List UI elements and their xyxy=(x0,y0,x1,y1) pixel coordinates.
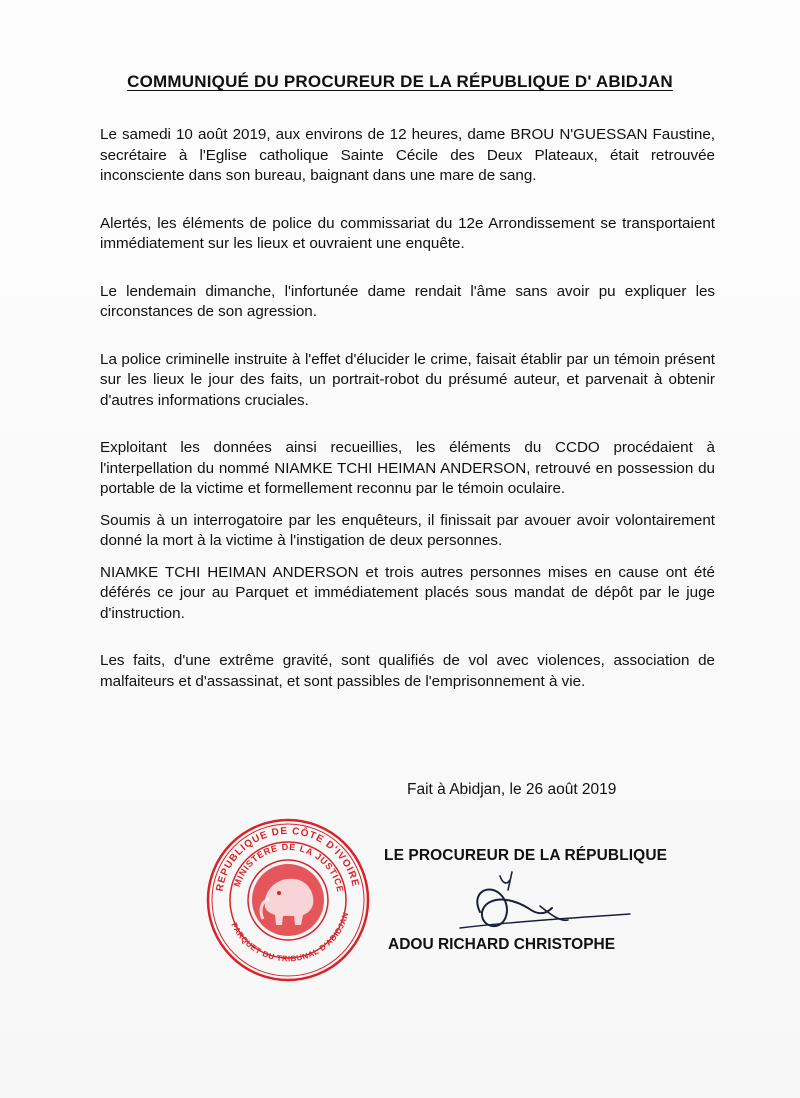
document-body xyxy=(100,125,715,692)
handwritten-signature xyxy=(440,862,640,942)
seal-inner-text: MINISTÈRE DE LA JUSTICE xyxy=(231,841,346,894)
paragraph-4: La police criminelle instruite à l'effet d'élucider le crime, faisait établir par un témoin présent sur les lieux le jour des faits, un portrait-robot du présumé auteur, et parvenait à obtenir d'autres informations cruciales. xyxy=(100,350,715,409)
document-title: COMMUNIQUÉ DU PROCUREUR DE LA RÉPUBLIQUE D' ABIDJAN xyxy=(127,72,673,91)
paragraph-7: NIAMKE TCHI HEIMAN ANDERSON et trois autres personnes mises en cause ont été déférés ce jour au Parquet et immédiatement placés sous mandat de dépôt par le juge d'instruction. xyxy=(100,563,715,622)
date-line: Fait à Abidjan, le 26 août 2019 xyxy=(407,781,617,798)
seal-outer-text: REPUBLIQUE DE CÔTE D'IVOIRE xyxy=(214,825,361,893)
official-seal-stamp xyxy=(203,815,373,985)
signatory-name: ADOU RICHARD CHRISTOPHE xyxy=(388,936,616,953)
paragraph-2: Alertés, les éléments de police du commissariat du 12e Arrondissement se transportaient immédiatement sur les lieux et ouvraient une enquête. xyxy=(100,214,715,252)
signatory-title: LE PROCUREUR DE LA RÉPUBLIQUE xyxy=(384,847,668,864)
paragraph-6: Soumis à un interrogatoire par les enquêteurs, il finissait par avouer avoir volontairement donné la mort à la victime à l'instigation de deux personnes. xyxy=(100,511,715,549)
seal-emblem-elephant-icon xyxy=(252,864,324,936)
paragraph-3: Le lendemain dimanche, l'infortunée dame rendait l'âme sans avoir pu expliquer les circonstances de son agression. xyxy=(100,282,715,320)
paragraph-1: Le samedi 10 août 2019, aux environs de 12 heures, dame BROU N'GUESSAN Faustine, secrétaire à l'Eglise catholique Sainte Cécile des Deux Plateaux, était retrouvée inconsciente dans son bureau, baignant dans une mare de sang. xyxy=(100,126,715,184)
seal-bottom-text: PARQUET DU TRIBUNAL D'ABIDJAN xyxy=(229,911,351,964)
paragraph-8: Les faits, d'une extrême gravité, sont qualifiés de vol avec violences, association de malfaiteurs et d'assassinat, et sont passibles de l'emprisonnement à vie. xyxy=(100,652,715,690)
paragraph-5: Exploitant les données ainsi recueillies, les éléments du CCDO procédaient à l'interpellation du nommé NIAMKE TCHI HEIMAN ANDERSON, retrouvé en possession du portable de la victime et formellement reconnu par le témoin oculaire. xyxy=(100,439,715,497)
